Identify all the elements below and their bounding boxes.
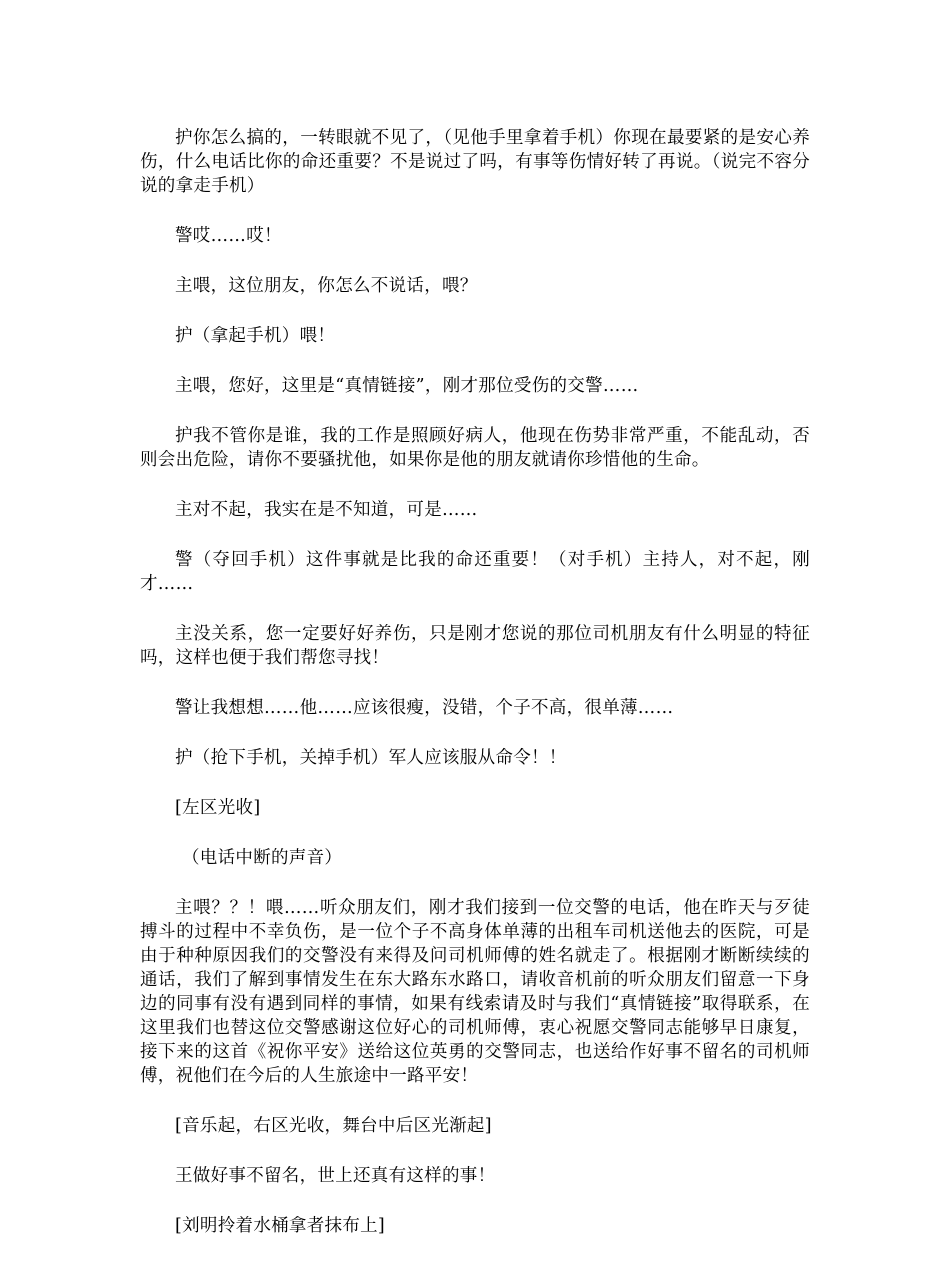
paragraph-nurse-picks-up: 护（拿起手机）喂！ [175,326,336,346]
paragraph-host-asks-features: 主没关系，您一定要好好养伤，只是刚才您说的那位司机朋友有什么明显的特征吗，这样也便于我们帮您寻找！ [140,624,810,668]
paragraph-nurse-hangs-up: 护（抢下手机，关掉手机）军人应该服从命令！！ [175,748,567,768]
stage-direction-call-cut: （电话中断的声音） [182,848,343,868]
paragraph-host-announcement: 主喂？？！喂……听众朋友们，刚才我们接到一位交警的电话，他在昨天与歹徒搏斗的过程中不幸负伤，是一位个子不高身体单薄的出租车司机送他去的医院，可是由于种种原因我们的交警没有来得及问司机师傅的姓名就走了。根据刚才断断续续的通话，我们了解到事情发生在东大路东水路口，请收音机前的听众朋友们留意一下身边的同事有没有遇到同样的事情，如果有线索请及时与我们“真情链接”取得联系，在这里我们也替这位交警感谢这位好心的司机师傅，衷心祝愿交警同志能够早日康复，接下来的这首《祝你平安》送给这位英勇的交警同志，也送给作好事不留名的司机师傅，祝他们在今后的人生旅途中一路平安！ [140,898,810,1086]
stage-direction-liu-ming-enters: [刘明拎着水桶拿者抹布上] [175,1216,386,1236]
paragraph-police-sigh: 警哎……哎！ [175,226,282,246]
stage-direction-left-light: [左区光收] [175,798,261,818]
document-page [140,126,810,1264]
paragraph-host-intro: 主喂，您好，这里是“真情链接”，刚才那位受伤的交警…… [175,376,639,396]
paragraph-nurse-warning: 护我不管你是谁，我的工作是照顾好病人，他现在伤势非常严重，不能乱动，否则会出危险，请你不要骚扰他，如果你是他的朋友就请你珍惜他的生命。 [140,426,810,470]
paragraph-police-describes: 警让我想想……他……应该很瘦，没错，个子不高，很单薄…… [175,698,674,718]
paragraph-host-hello: 主喂，这位朋友，你怎么不说话，喂？ [175,276,478,296]
paragraph-police-takes-back: 警（夺回手机）这件事就是比我的命还重要！（对手机）主持人，对不起，刚才…… [140,550,810,594]
stage-direction-music: [音乐起，右区光收，舞台中后区光渐起] [175,1116,492,1136]
paragraph-wang-remark: 王做好事不留名，世上还真有这样的事！ [175,1166,496,1186]
paragraph-nurse-takes-phone: 护你怎么搞的，一转眼就不见了，（见他手里拿着手机）你现在最要紧的是安心养伤，什么电话比你的命还重要？不是说过了吗，有事等伤情好转了再说。（说完不容分说的拿走手机） [140,128,810,196]
paragraph-host-apology: 主对不起，我实在是不知道，可是…… [175,500,478,520]
